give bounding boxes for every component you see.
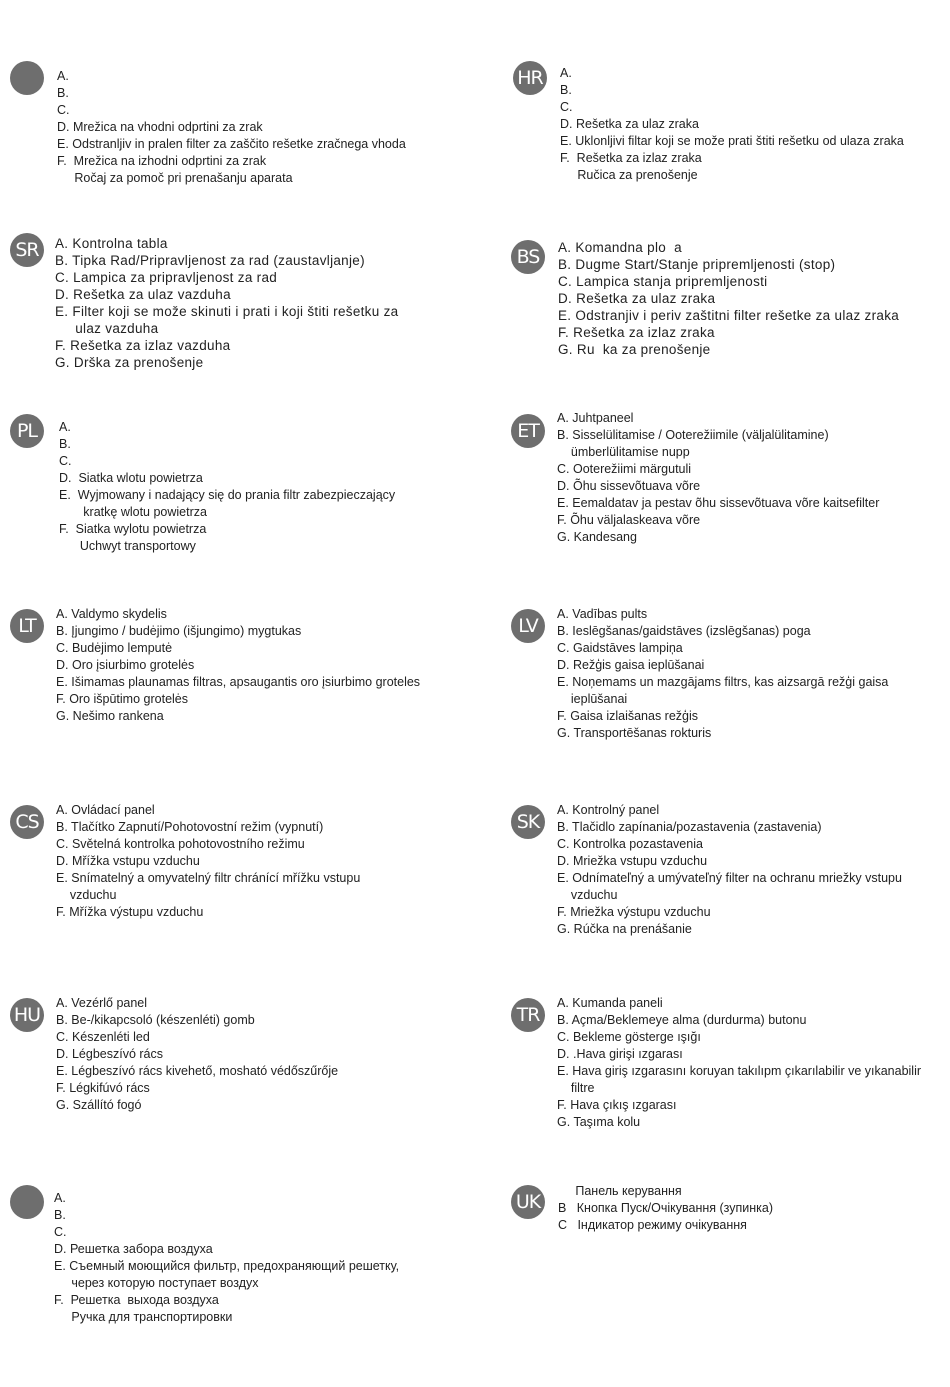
list-item: E. Odstranjiv i periv zaštitni filter rešetke za ulaz zraka xyxy=(558,308,900,323)
list-item: C. Lampica za pripravljenost za rad xyxy=(55,270,278,285)
list-item: B. Ieslēgšanas/gaidstāves (izslēgšanas) poga xyxy=(557,624,811,638)
parts-list xyxy=(55,235,398,371)
list-item: B. Tlačítko Zapnutí/Pohotovostní režim (vypnutí) xyxy=(56,820,324,834)
list-item: C. xyxy=(57,103,70,117)
list-item: A. xyxy=(54,1191,66,1205)
list-item: F. Siatka wylotu powietrza xyxy=(59,522,207,536)
list-item: D. Õhu sissevõtuava võre xyxy=(557,479,701,493)
list-item: G. Ru ka za prenošenje xyxy=(558,342,711,357)
parts-list xyxy=(56,995,338,1114)
list-item: B Кнопка Пуск/Очікування (зупинка) xyxy=(558,1201,774,1215)
list-item: G. Taşıma kolu xyxy=(557,1115,641,1129)
list-item: C Індикатор режиму очікування xyxy=(558,1218,747,1232)
list-item: vzduchu xyxy=(557,888,618,902)
list-item: C. Készenléti led xyxy=(56,1030,150,1044)
parts-list xyxy=(558,1166,773,1234)
list-item: D. Rešetka za ulaz zraka xyxy=(560,117,699,131)
parts-list xyxy=(54,1190,399,1326)
list-item: Ручка для транспортировки xyxy=(54,1310,233,1324)
parts-list xyxy=(557,802,902,938)
list-item: E. Odnímateľný a umývateľný filter na ochranu mriežky vstupu xyxy=(557,871,902,885)
language-badge: SK xyxy=(511,805,545,839)
language-badge: SR xyxy=(10,233,44,267)
list-item: D. Režģis gaisa ieplūšanai xyxy=(557,658,705,672)
parts-list xyxy=(59,419,395,555)
parts-list xyxy=(56,802,360,921)
language-badge: UK xyxy=(511,1185,545,1219)
list-item: A. Kumanda paneli xyxy=(557,996,663,1010)
list-item: B. Be-/kikapcsoló (készenléti) gomb xyxy=(56,1013,255,1027)
list-item: F. Rešetka za izlaz zraka xyxy=(560,151,702,165)
list-item: ulaz vazduha xyxy=(55,321,159,336)
list-item: C. Kontrolka pozastavenia xyxy=(557,837,703,851)
list-item: F. Rešetka za izlaz zraka xyxy=(558,325,715,340)
list-item: F. Gaisa izlaišanas režģis xyxy=(557,709,699,723)
list-item: B. xyxy=(560,83,572,97)
list-item: E. Filter koji se može skinuti i prati i koji štiti rešetku za xyxy=(55,304,399,319)
parts-list xyxy=(57,68,406,187)
list-item: E. Wyjmowany i nadający się do prania filtr zabezpieczający xyxy=(59,488,396,502)
parts-list xyxy=(560,65,904,184)
list-item: B. Sisselülitamise / Ooterežiimile (väljalülitamine) xyxy=(557,428,829,442)
language-badge: LT xyxy=(10,609,44,643)
list-item: E. Noņemams un mazgājams filtrs, kas aizsargā režģi gaisa xyxy=(557,675,889,689)
list-item: B. Açma/Beklemeye alma (durdurma) butonu xyxy=(557,1013,807,1027)
list-item: F. Mrežica na izhodni odprtini za zrak xyxy=(57,154,267,168)
list-item: F. Oro išpūtimo grotelės xyxy=(56,692,188,706)
list-item: F. Õhu väljalaskeava võre xyxy=(557,513,701,527)
list-item: E. Snímatelný a omyvatelný filtr chránící mřížku vstupu xyxy=(56,871,361,885)
list-item: D. Oro įsiurbimo grotelės xyxy=(56,658,195,672)
list-item: B. Įjungimo / budėjimo (išjungimo) mygtukas xyxy=(56,624,302,638)
list-item: D. Rešetka za ulaz vazduha xyxy=(55,287,231,302)
list-item: C. Světelná kontrolka pohotovostního režimu xyxy=(56,837,305,851)
language-badge: HR xyxy=(513,61,547,95)
list-item: D. Légbeszívó rács xyxy=(56,1047,163,1061)
parts-list xyxy=(56,606,420,725)
language-badge xyxy=(10,1185,44,1219)
parts-list xyxy=(557,410,879,546)
list-item: Панель керування xyxy=(558,1184,682,1198)
list-item: E. Légbeszívó rács kivehető, mosható védőszűrője xyxy=(56,1064,339,1078)
list-item: Ročaj za pomoč pri prenašanju aparata xyxy=(57,171,293,185)
list-item: vzduchu xyxy=(56,888,117,902)
list-item: F. Решетка выхода воздуха xyxy=(54,1293,219,1307)
list-item: kratkę wlotu powietrza xyxy=(59,505,207,519)
list-item: D. Mrežica na vhodni odprtini za zrak xyxy=(57,120,263,134)
list-item: C. Budėjimo lemputė xyxy=(56,641,173,655)
list-item: E. Съемный моющийся фильтр, предохраняющий решетку, xyxy=(54,1259,400,1273)
list-item: B. Dugme Start/Stanje pripremljenosti (stop) xyxy=(558,257,836,272)
list-item: G. Kandesang xyxy=(557,530,637,544)
list-item: через которую поступает воздух xyxy=(54,1276,259,1290)
language-badge: BS xyxy=(511,240,545,274)
list-item: ümberlülitamise nupp xyxy=(557,445,690,459)
language-badge: LV xyxy=(511,609,545,643)
list-item: C. Lampica stanja pripremljenosti xyxy=(558,274,768,289)
list-item: Uchwyt transportowy xyxy=(59,539,196,553)
list-item: A. xyxy=(59,420,71,434)
list-item: A. Kontrolný panel xyxy=(557,803,660,817)
language-badge: HU xyxy=(10,998,44,1032)
list-item: A. xyxy=(57,69,69,83)
list-item: A. Kontrolna tabla xyxy=(55,236,168,251)
list-item: A. Komandna plo a xyxy=(558,240,682,255)
parts-list xyxy=(557,995,921,1131)
list-item: A. xyxy=(560,66,572,80)
list-item: filtre xyxy=(557,1081,595,1095)
language-badge xyxy=(10,61,44,95)
list-item: C. xyxy=(560,100,573,114)
list-item: A. Juhtpaneel xyxy=(557,411,634,425)
list-item: A. Valdymo skydelis xyxy=(56,607,167,621)
list-item: G. Szállító fogó xyxy=(56,1098,142,1112)
list-item: D. Mřížka vstupu vzduchu xyxy=(56,854,200,868)
list-item: D. Mriežka vstupu vzduchu xyxy=(557,854,708,868)
list-item: B. Tlačidlo zapínania/pozastavenia (zastavenia) xyxy=(557,820,822,834)
list-item: E. Išimamas plaunamas filtras, apsaugantis oro įsiurbimo groteles xyxy=(56,675,421,689)
parts-list xyxy=(558,239,899,358)
list-item: A. Vadības pults xyxy=(557,607,648,621)
list-item: A. Ovládací panel xyxy=(56,803,155,817)
list-item: G. Nešimo rankena xyxy=(56,709,164,723)
list-item xyxy=(558,1166,773,1183)
list-item: F. Légkifúvó rács xyxy=(56,1081,150,1095)
list-item: Ručica za prenošenje xyxy=(560,168,698,182)
list-item: ieplūšanai xyxy=(557,692,628,706)
language-badge: PL xyxy=(10,414,44,448)
list-item: B. xyxy=(54,1208,66,1222)
list-item: A. Vezérlő panel xyxy=(56,996,148,1010)
language-badge: ET xyxy=(511,414,545,448)
list-item: C. xyxy=(54,1225,67,1239)
list-item: F. Mřížka výstupu vzduchu xyxy=(56,905,204,919)
list-item: F. Hava çıkış ızgarası xyxy=(557,1098,677,1112)
list-item: E. Eemaldatav ja pestav õhu sissevõtuava võre kaitsefilter xyxy=(557,496,880,510)
list-item: F. Rešetka za izlaz vazduha xyxy=(55,338,231,353)
list-item: E. Uklonljivi filtar koji se može prati štiti rešetku od ulaza zraka xyxy=(560,134,904,148)
list-item: B. xyxy=(57,86,69,100)
list-item: G. Drška za prenošenje xyxy=(55,355,204,370)
list-item: C. Bekleme gösterge ışığı xyxy=(557,1030,701,1044)
list-item: F. Mriežka výstupu vzduchu xyxy=(557,905,711,919)
list-item: G. Transportēšanas rokturis xyxy=(557,726,712,740)
list-item: C. Ooterežiimi märgutuli xyxy=(557,462,692,476)
list-item: D. Siatka wlotu powietrza xyxy=(59,471,203,485)
list-item: C. Gaidstāves lampiņa xyxy=(557,641,683,655)
language-badge: CS xyxy=(10,805,44,839)
list-item: E. Hava giriş ızgarasını koruyan takılıpm çıkarılabilir ve yıkanabilir xyxy=(557,1064,922,1078)
list-item: C. xyxy=(59,454,72,468)
list-item: B. Tipka Rad/Pripravljenost za rad (zaustavljanje) xyxy=(55,253,365,268)
list-item: G. Rúčka na prenášanie xyxy=(557,922,692,936)
list-item: E. Odstranljiv in pralen filter za zaščito rešetke zračnega vhoda xyxy=(57,137,406,151)
parts-list xyxy=(557,606,888,742)
list-item: D. Rešetka za ulaz zraka xyxy=(558,291,716,306)
list-item: B. xyxy=(59,437,71,451)
language-badge: TR xyxy=(511,998,545,1032)
list-item: D. .Hava girişi ızgarası xyxy=(557,1047,683,1061)
list-item: D. Решетка забора воздуха xyxy=(54,1242,213,1256)
